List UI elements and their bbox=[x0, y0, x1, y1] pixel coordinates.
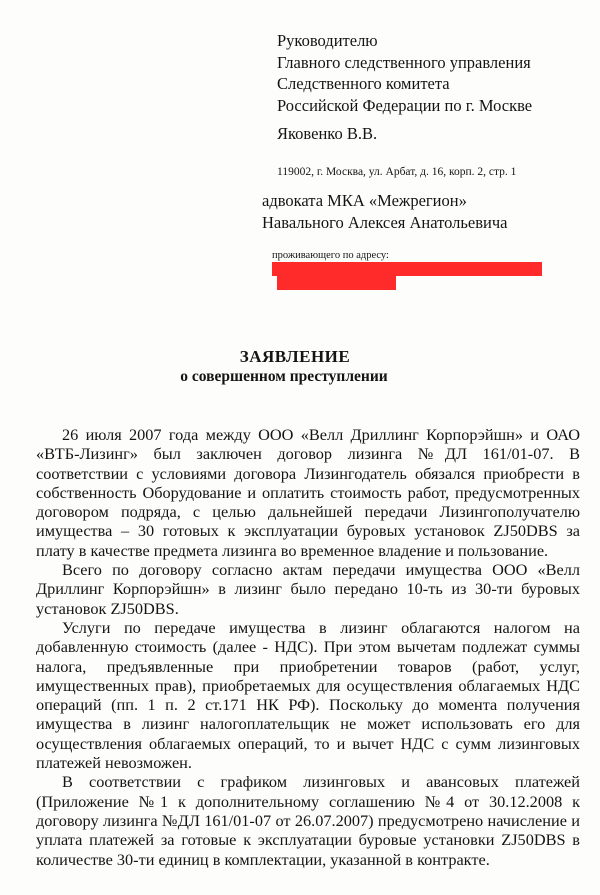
document-body bbox=[36, 425, 580, 869]
paragraph-2: Всего по договору согласно актам передачи имущества ООО «Велл Дриллинг Корпорэйшн» в лизинг было передано 10-ть из 30-ти буровых установок ZJ50DBS. bbox=[36, 560, 580, 618]
paragraph-4: В соответствии с графиком лизинговых и авансовых платежей (Приложение №1 к дополнительному соглашению №4 от 30.12.2008 к договору лизинга №ДЛ 161/01-07 от 26.07.2007) предусмотрено начисление и уплата платежей за готовые к эксплуатации буровые установки ZJ50DBS в количестве 30-ти единиц в комплектации, указанной в контракте. bbox=[36, 772, 580, 869]
addressee-line-4: Российской Федерации по г. Москве bbox=[277, 95, 533, 115]
addressee-line-2: Главного следственного управления bbox=[277, 52, 531, 72]
paragraph-3: Услуги по передаче имущества в лизинг облагаются налогом на добавленную стоимость (далее - НДС). При этом вычетам подлежат суммы налога, предъявленные при приобретении товаров (работ, услуг, имущественных прав), приобретаемых для осуществления облагаемых НДС операций (пп. 1 п. 2 ст.171 НК РФ). Поскольку до момента получения имущества в лизинг налогоплательщик не может использовать его для осуществления облагаемых операций, то и вычет НДС с сумм лизинговых платежей невозможен. bbox=[36, 617, 580, 773]
sender-line-1: адвоката МКА «Межрегион» bbox=[262, 191, 467, 210]
addressee-address: 119002, г. Москва, ул. Арбат, д. 16, корп. 2, стр. 1 bbox=[277, 166, 517, 178]
document-subtitle: о совершенном преступлении bbox=[180, 368, 388, 385]
sender-block bbox=[262, 190, 508, 233]
residence-label: проживающего по адресу: bbox=[272, 250, 389, 261]
paragraph-1: 26 июля 2007 года между ООО «Велл Дриллинг Корпорэйшн» и ОАО «ВТБ-Лизинг» был заключен договор лизинга №ДЛ 161/01-07. В соответствии с условиями договора Лизингодатель обязался приобрести в собственность Оборудование и оплатить стоимость работ, предусмотренных договором подряда, с целью дальнейшей передачи Лизингополучателю имущества – 30 готовых к эксплуатации буровых установок ZJ50DBS за плату в качестве предмета лизинга во временное владение и пользование. bbox=[36, 425, 580, 560]
addressee-block bbox=[277, 30, 532, 116]
document-title: ЗАЯВЛЕНИЕ bbox=[239, 347, 351, 366]
redaction-bar bbox=[272, 262, 542, 276]
sender-line-2: Навального Алексея Анатольевича bbox=[262, 212, 508, 232]
redaction-bar bbox=[277, 276, 396, 290]
addressee-line-3: Следственного комитета bbox=[277, 74, 450, 93]
addressee-name: Яковенко В.В. bbox=[277, 124, 378, 143]
addressee-line-1: Руководителю bbox=[277, 31, 378, 50]
